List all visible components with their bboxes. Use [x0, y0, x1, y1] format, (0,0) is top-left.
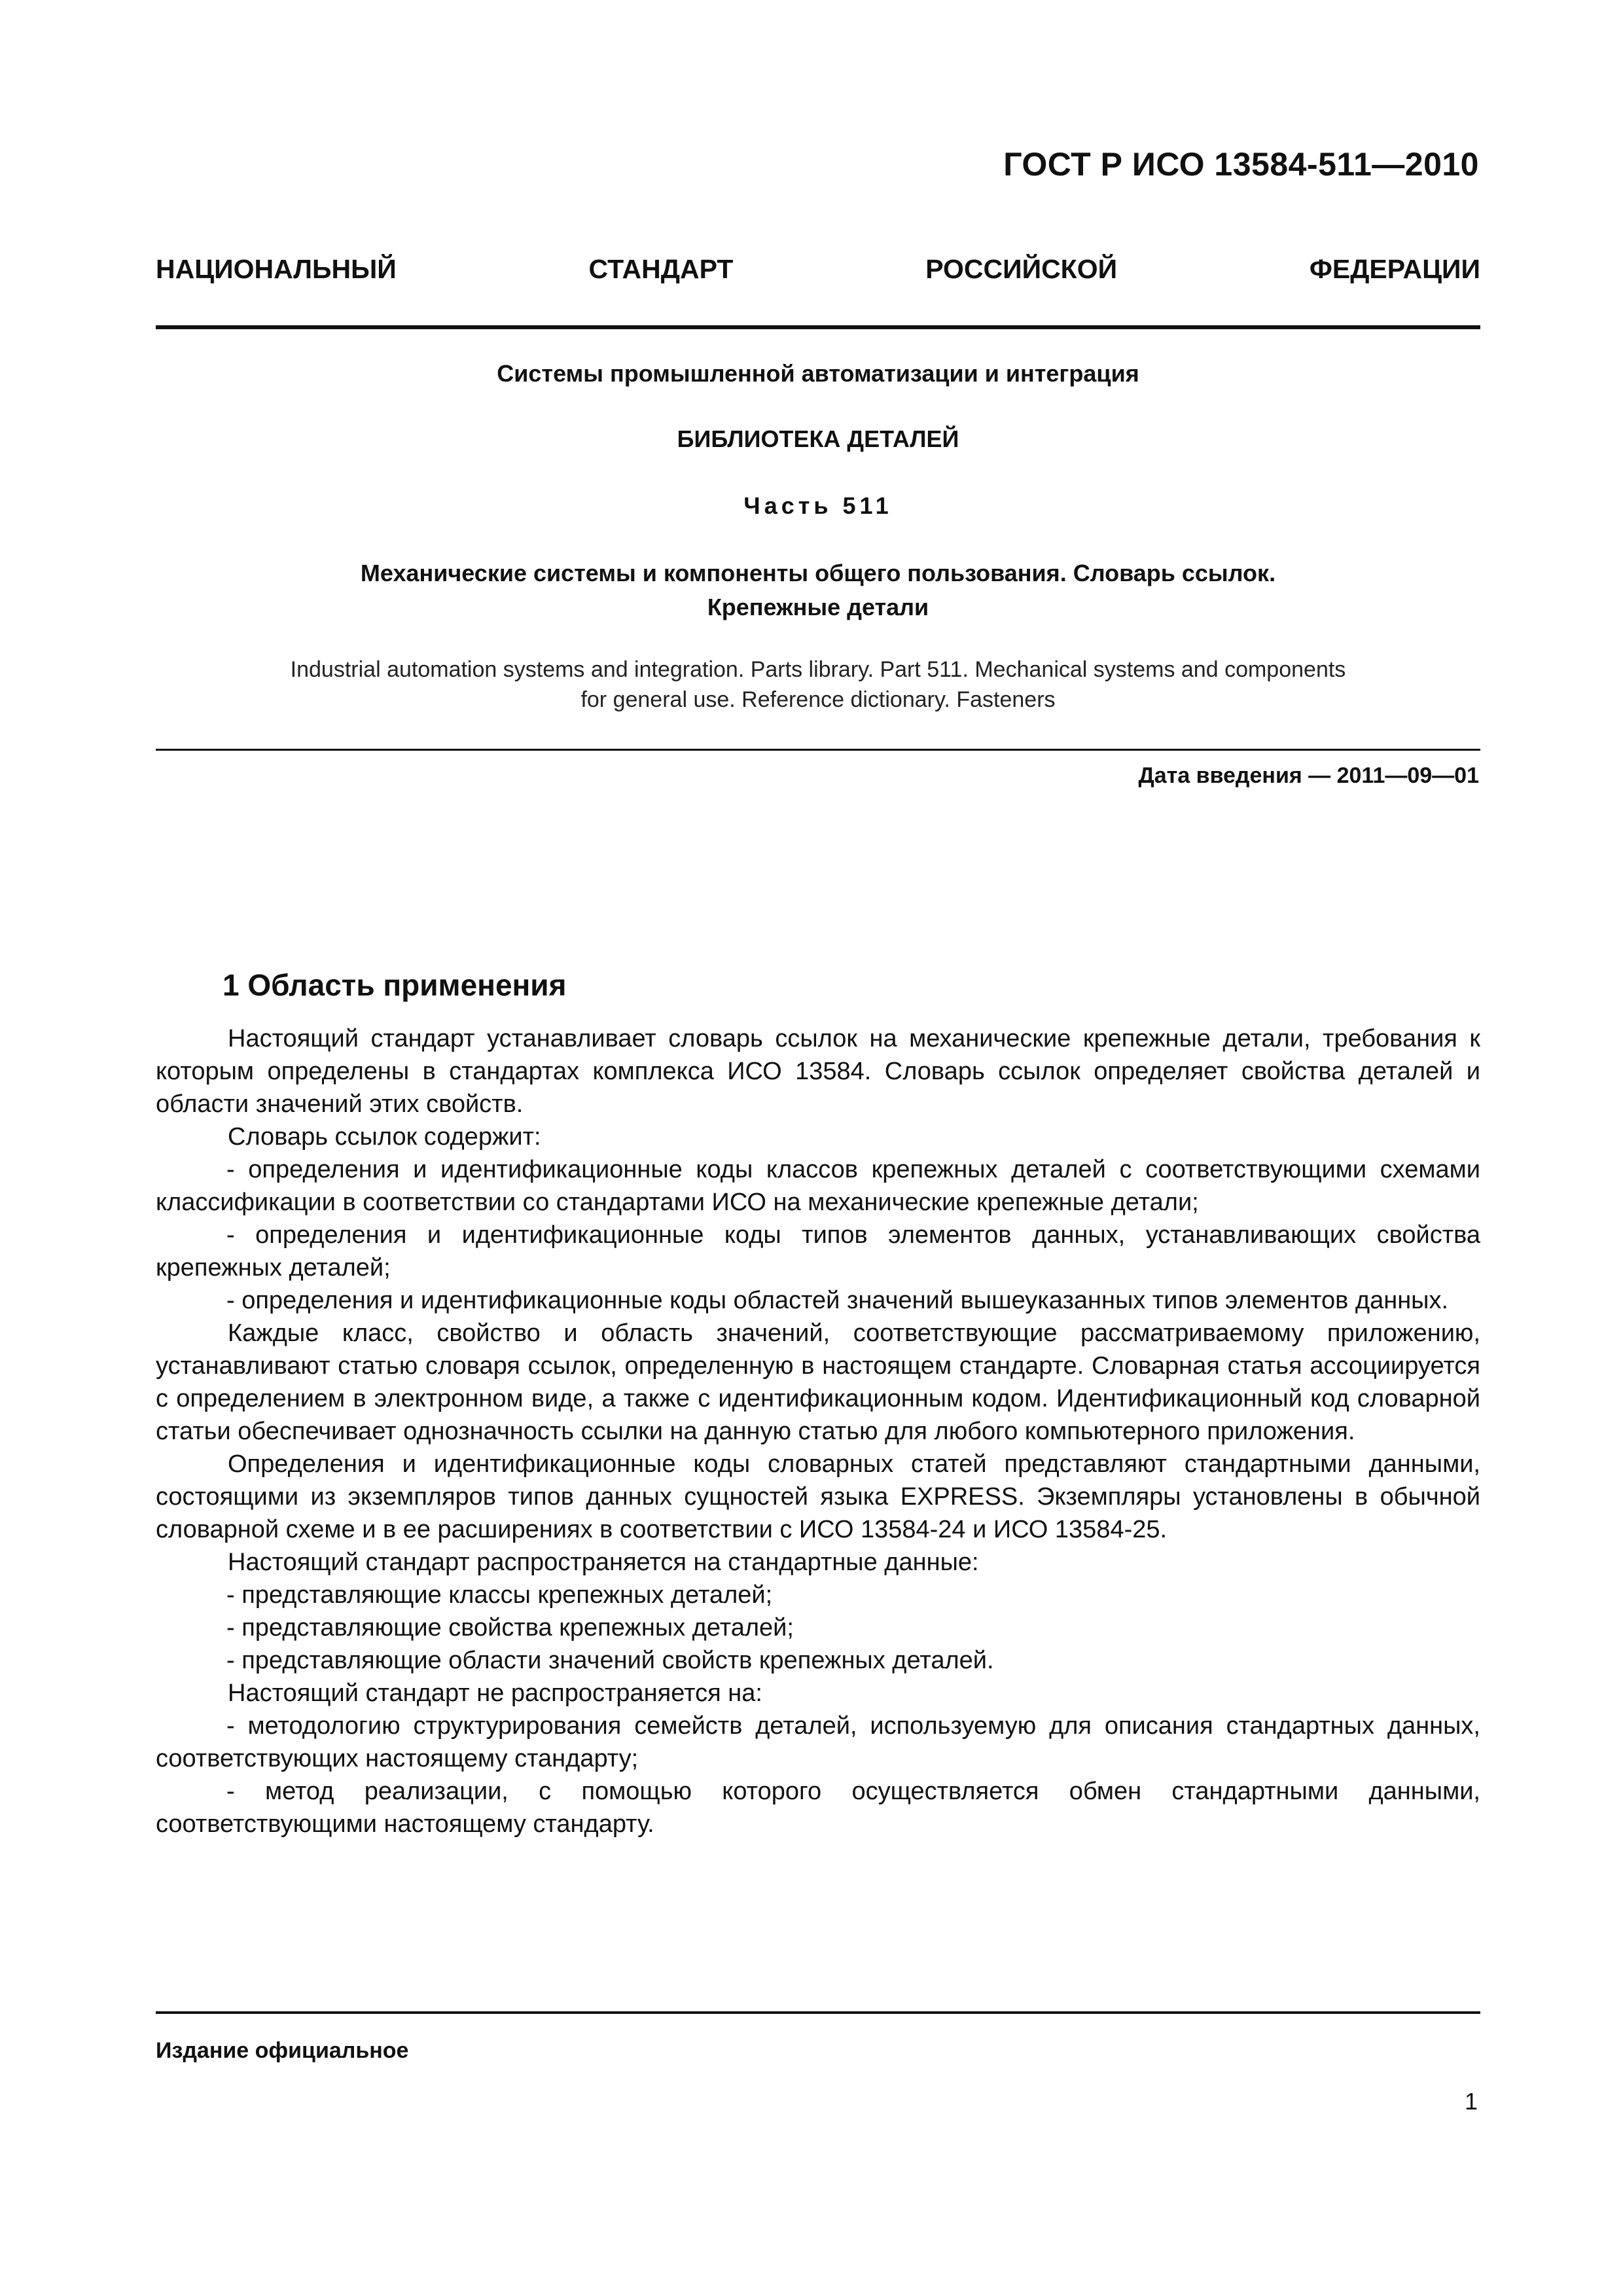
list-item: - представляющие классы крепежных деталей; — [226, 1581, 773, 1609]
paragraph: Настоящий стандарт устанавливает словарь ссылок на механические крепежные детали, требования к которым определены в стандартах комплекса ИСО 13584. Словарь ссылок определяет свойства деталей и области значений этих свойств. — [156, 1025, 1480, 1118]
gost-code: ГОСТ Р ИСО 13584-511—2010 — [1003, 146, 1479, 183]
top-divider — [156, 325, 1480, 329]
paragraph: Словарь ссылок содержит: — [228, 1123, 541, 1151]
library-title: БИБЛИОТЕКА ДЕТАЛЕЙ — [677, 425, 959, 452]
section-heading: 1 Область применения — [223, 968, 567, 1002]
national-standard-title: НАЦИОНАЛЬНЫЙ СТАНДАРТ РОССИЙСКОЙ ФЕДЕРАЦИИ — [156, 254, 1480, 284]
english-title-line-1: Industrial automation systems and integration. Parts library. Part 511. Mechanical systems and components — [290, 657, 1346, 682]
title-divider — [156, 749, 1480, 751]
list-item: - определения и идентификационные коды типов элементов данных, устанавливающих свойства крепежных деталей; — [156, 1221, 1480, 1282]
list-item: - представляющие свойства крепежных деталей; — [226, 1614, 794, 1641]
list-item: - методологию структурирования семейств деталей, используемую для описания стандартных данных, соответствующих настоящему стандарту; — [156, 1712, 1480, 1772]
paragraph: Каждые класс, свойство и область значений, соответствующие рассматриваемому приложению, устанавливают статью словаря ссылок, определенную в настоящем стандарте. Словарная статья ассоциируется с определением в электронном виде, а также с идентификационным кодом. Идентификационный код словарной статьи обеспечивает однозначность ссылки на данную статью для любого компьютерного приложения. — [156, 1319, 1480, 1445]
english-title — [156, 655, 1480, 715]
mechanical-title — [156, 556, 1480, 624]
list-item: - метод реализации, с помощью которого осуществляется обмен стандартными данными, соответствующими настоящему стандарту. — [156, 1778, 1480, 1838]
footer-divider — [156, 2011, 1480, 2014]
edition-label: Издание официальное — [156, 2038, 409, 2063]
section-body — [156, 1022, 1480, 1840]
mechanical-title-line-2: Крепежные детали — [707, 594, 929, 620]
english-title-line-2: for general use. Reference dictionary. Fasteners — [580, 687, 1056, 712]
systems-title: Системы промышленной автоматизации и интеграция — [497, 360, 1139, 387]
list-item: - определения и идентификационные коды областей значений вышеуказанных типов элементов данных. — [226, 1287, 1449, 1314]
paragraph: Настоящий стандарт не распространяется на: — [228, 1679, 762, 1707]
page-number: 1 — [1464, 2088, 1478, 2115]
paragraph: Настоящий стандарт распространяется на стандартные данные: — [228, 1549, 979, 1576]
paragraph: Определения и идентификационные коды словарных статей представляют стандартными данными, состоящими из экземпляров типов данных сущностей языка EXPRESS. Экземпляры установлены в обычной словарной схеме и в ее расширениях в соответствии с ИСО 13584-24 и ИСО 13584-25. — [156, 1450, 1480, 1543]
list-item: - представляющие области значений свойств крепежных деталей. — [226, 1647, 994, 1674]
introduction-date: Дата введения — 2011—09—01 — [1138, 763, 1479, 788]
mechanical-title-line-1: Механические системы и компоненты общего пользования. Словарь ссылок. — [360, 560, 1276, 586]
part-title: Часть 511 — [743, 492, 893, 519]
list-item: - определения и идентификационные коды классов крепежных деталей с соответствующими схемами классификации в соответствии со стандартами ИСО на механические крепежные детали; — [156, 1156, 1480, 1216]
